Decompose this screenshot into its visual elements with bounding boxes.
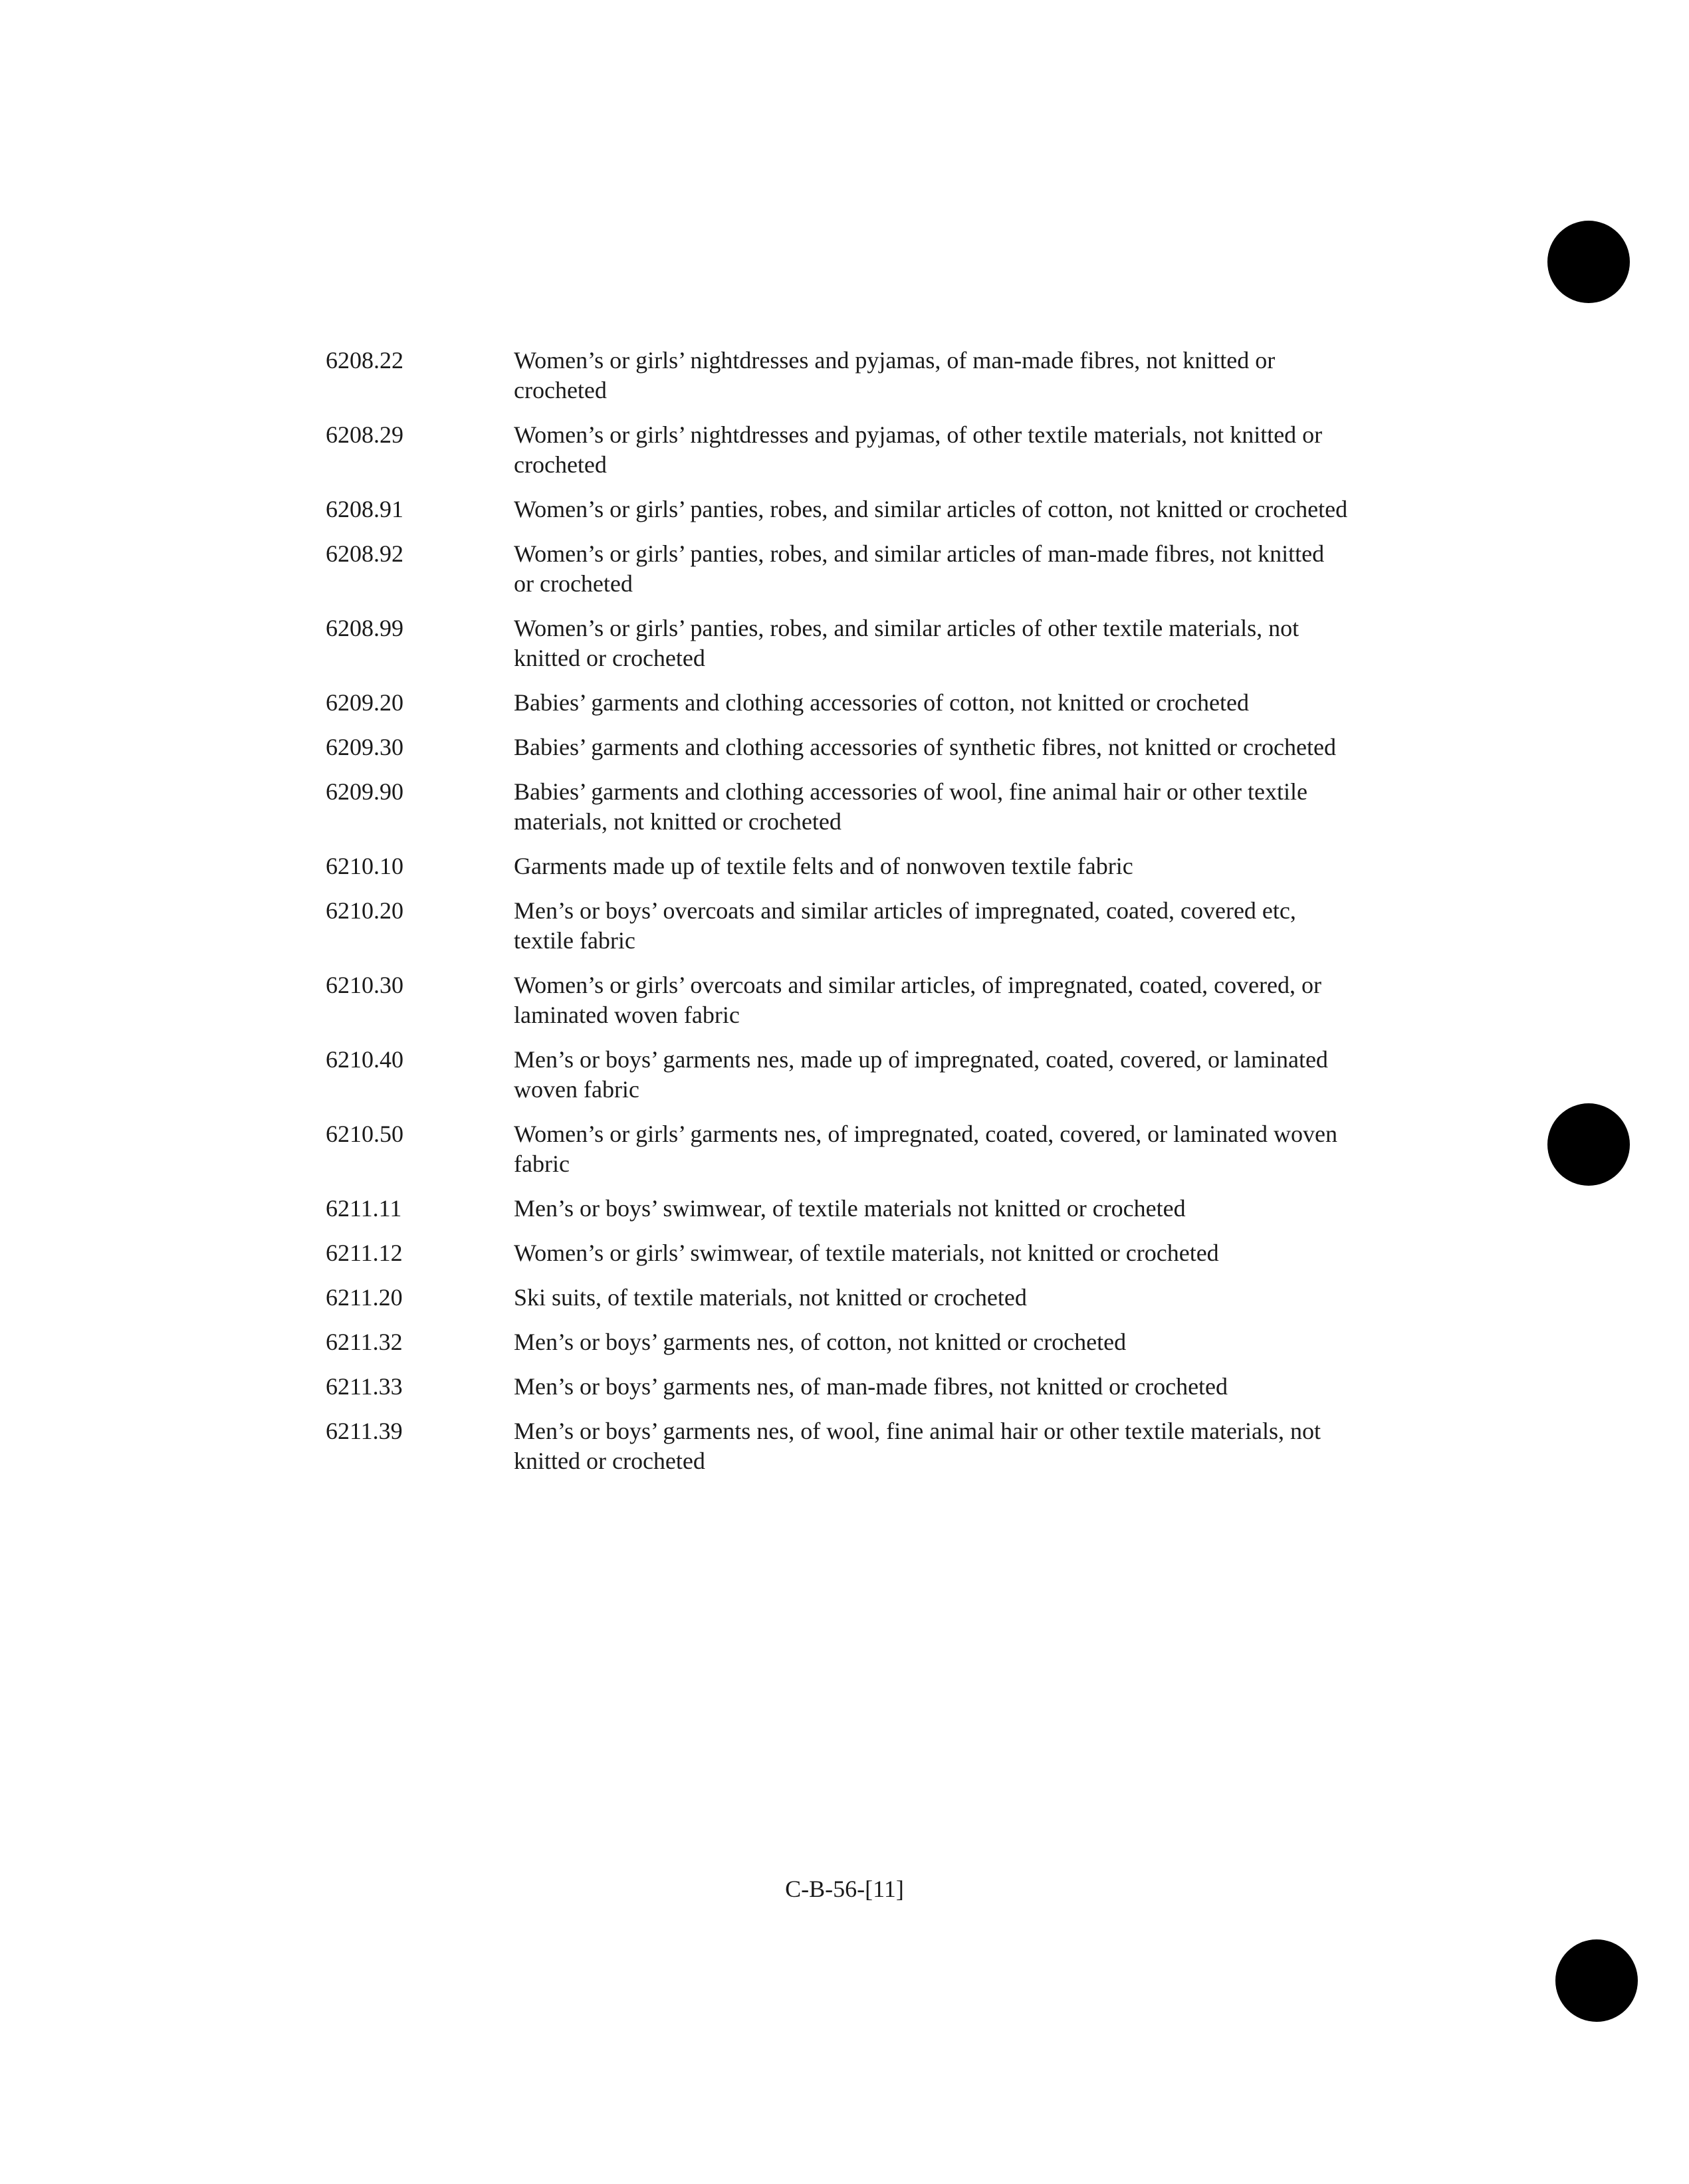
tariff-description: Women’s or girls’ garments nes, of impregnated, coated, covered, or laminated woven fabric	[514, 1121, 1338, 1177]
tariff-description: Men’s or boys’ garments nes, of cotton, not knitted or crocheted	[514, 1329, 1127, 1355]
table-row	[326, 613, 1363, 673]
table-row	[326, 1045, 1363, 1105]
table-row	[326, 732, 1363, 762]
table-row	[326, 420, 1363, 480]
tariff-code: 6210.10	[326, 853, 403, 879]
tariff-description: Babies’ garments and clothing accessories of synthetic fibres, not knitted or crocheted	[514, 734, 1336, 760]
tariff-code: 6210.40	[326, 1046, 403, 1073]
tariff-code: 6211.39	[326, 1418, 403, 1444]
tariff-description: Babies’ garments and clothing accessories of wool, fine animal hair or other textile materials, not knitted or crocheted	[514, 778, 1307, 835]
table-row	[326, 1372, 1363, 1402]
tariff-description: Women’s or girls’ panties, robes, and similar articles of man-made fibres, not knitted or crocheted	[514, 540, 1325, 597]
tariff-code: 6208.29	[326, 421, 403, 448]
tariff-description: Women’s or girls’ overcoats and similar articles, of impregnated, coated, covered, or laminated woven fabric	[514, 972, 1321, 1028]
tariff-description: Women’s or girls’ nightdresses and pyjamas, of man-made fibres, not knitted or crocheted	[514, 347, 1276, 403]
tariff-code: 6211.11	[326, 1195, 402, 1222]
table-row	[326, 688, 1363, 718]
tariff-code-list	[326, 346, 1363, 1491]
tariff-description: Men’s or boys’ overcoats and similar articles of impregnated, coated, covered etc, textile fabric	[514, 897, 1296, 954]
tariff-description: Ski suits, of textile materials, not knitted or crocheted	[514, 1284, 1027, 1311]
table-row	[326, 346, 1363, 405]
tariff-description: Men’s or boys’ garments nes, made up of impregnated, coated, covered, or laminated woven fabric	[514, 1046, 1328, 1103]
page-number: C-B-56-[11]	[785, 1876, 904, 1902]
tariff-code: 6210.50	[326, 1121, 403, 1147]
tariff-description: Women’s or girls’ panties, robes, and similar articles of other textile materials, not knitted or crocheted	[514, 615, 1299, 671]
tariff-code: 6209.20	[326, 689, 403, 716]
tariff-code: 6208.22	[326, 347, 403, 374]
tariff-code: 6208.99	[326, 615, 403, 641]
tariff-code: 6208.92	[326, 540, 403, 567]
tariff-code: 6211.32	[326, 1329, 403, 1355]
table-row	[326, 1327, 1363, 1357]
punch-hole-top	[1547, 221, 1630, 303]
table-row	[326, 494, 1363, 524]
table-row	[326, 1194, 1363, 1224]
punch-hole-middle	[1547, 1103, 1630, 1186]
table-row	[326, 1416, 1363, 1476]
tariff-code: 6211.12	[326, 1240, 403, 1266]
tariff-description: Women’s or girls’ nightdresses and pyjamas, of other textile materials, not knitted or crocheted	[514, 421, 1323, 478]
tariff-description: Garments made up of textile felts and of nonwoven textile fabric	[514, 853, 1133, 879]
table-row	[326, 896, 1363, 956]
tariff-code: 6210.30	[326, 972, 403, 998]
tariff-description: Women’s or girls’ panties, robes, and similar articles of cotton, not knitted or crocheted	[514, 496, 1348, 522]
table-row	[326, 1283, 1363, 1313]
tariff-description: Men’s or boys’ swimwear, of textile materials not knitted or crocheted	[514, 1195, 1186, 1222]
tariff-description: Men’s or boys’ garments nes, of wool, fine animal hair or other textile materials, not knitted or crocheted	[514, 1418, 1321, 1474]
table-row	[326, 1238, 1363, 1268]
tariff-code: 6211.33	[326, 1373, 403, 1400]
punch-hole-bottom	[1555, 1939, 1638, 2022]
table-row	[326, 539, 1363, 599]
tariff-code: 6210.20	[326, 897, 403, 924]
tariff-code: 6209.30	[326, 734, 403, 760]
table-row	[326, 970, 1363, 1030]
tariff-code: 6208.91	[326, 496, 403, 522]
tariff-description: Men’s or boys’ garments nes, of man-made fibres, not knitted or crocheted	[514, 1373, 1228, 1400]
table-row	[326, 1119, 1363, 1179]
tariff-code: 6209.90	[326, 778, 403, 805]
tariff-code: 6211.20	[326, 1284, 403, 1311]
tariff-description: Babies’ garments and clothing accessories of cotton, not knitted or crocheted	[514, 689, 1249, 716]
table-row	[326, 851, 1363, 881]
table-row	[326, 777, 1363, 837]
tariff-description: Women’s or girls’ swimwear, of textile materials, not knitted or crocheted	[514, 1240, 1219, 1266]
